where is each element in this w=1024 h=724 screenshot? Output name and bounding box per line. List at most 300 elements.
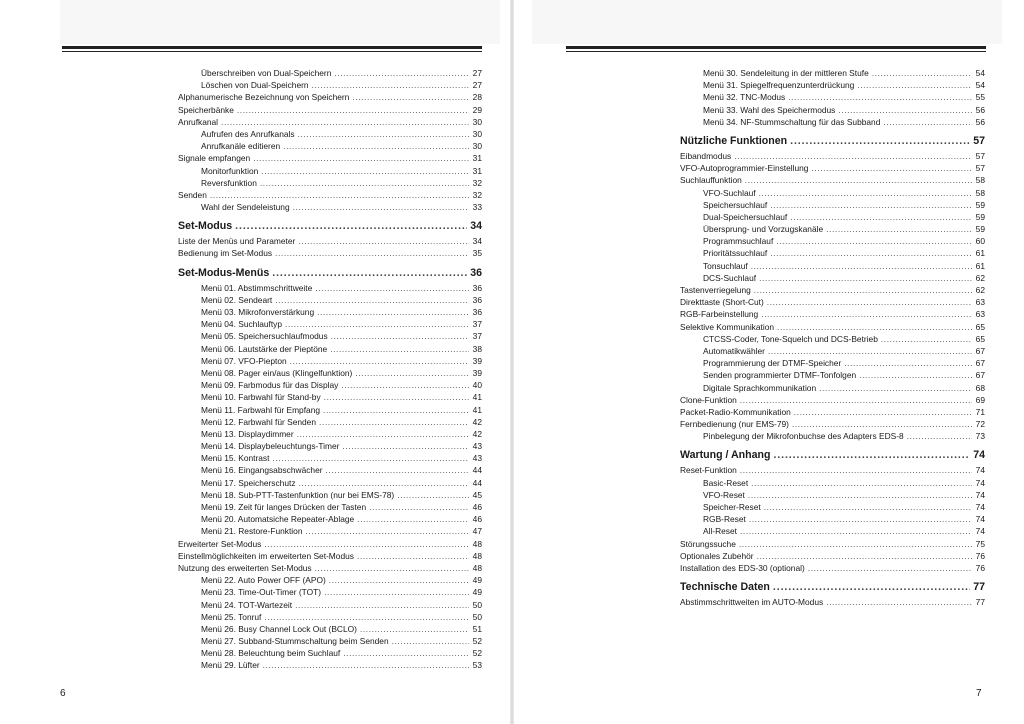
toc-entry (680, 321, 985, 333)
toc-entry (680, 357, 985, 369)
toc-entry-label: Aufrufen des Anrufkanals (201, 128, 295, 139)
toc-entry-page: 50 (472, 611, 482, 622)
toc-entry-page: 36 (472, 282, 482, 293)
toc-entry-page: 72 (975, 419, 985, 430)
dot-leader (819, 382, 972, 394)
toc-entry-page: 42 (472, 416, 482, 427)
dot-leader (357, 513, 469, 525)
toc-entry (680, 550, 985, 562)
dot-leader (838, 104, 972, 116)
toc-entry (178, 452, 482, 464)
dot-leader (334, 67, 469, 79)
dot-leader (773, 579, 970, 596)
dot-leader (261, 165, 469, 177)
toc-entry-label: Menü 10. Farbwahl für Stand-by (201, 392, 321, 403)
toc-entry (178, 306, 482, 318)
toc-entry-label: Menü 31. Spiegelfrequenzunterdrückung (703, 80, 855, 91)
toc-entry (178, 330, 482, 342)
toc-entry (680, 174, 985, 186)
dot-leader (872, 67, 972, 79)
toc-entry-page: 32 (472, 189, 482, 200)
toc-entry (680, 596, 985, 608)
toc-section-heading (178, 218, 482, 235)
toc-entry-page: 52 (472, 648, 482, 659)
toc-entry-page: 59 (975, 224, 985, 235)
dot-leader (272, 265, 467, 282)
dot-leader (808, 562, 972, 574)
toc-entry-page: 30 (472, 141, 482, 152)
toc-entry (178, 379, 482, 391)
dot-leader (305, 525, 469, 537)
toc-entry-label: Selektive Kommunikation (680, 321, 775, 332)
toc-entry (178, 586, 482, 598)
toc-entry-label: Tonsuchlauf (703, 260, 748, 271)
toc-entry (680, 187, 985, 199)
toc-entry-label: Menü 17. Speicherschutz (201, 477, 296, 488)
dot-leader (330, 343, 469, 355)
toc-entry-page: 76 (975, 550, 985, 561)
toc-entry-page: 32 (472, 177, 482, 188)
toc-entry-page: 30 (472, 128, 482, 139)
toc-entry-label: RGB-Farbeinstellung (680, 309, 759, 320)
toc-entry-label: Erweiterter Set-Modus (178, 538, 262, 549)
toc-entry-page: 48 (472, 550, 482, 561)
toc-entry-label: Speichersuchlauf (703, 199, 768, 210)
toc-entry-label: Menü 27. Subband-Stummschaltung beim Senden (201, 636, 389, 647)
toc-entry-label: Tastenverriegelung (680, 285, 751, 295)
toc-entry-label: Set-Modus-Menüs (178, 266, 270, 279)
toc-entry-page: 44 (472, 465, 482, 476)
toc-entry-label: Digitale Sprachkommunikation (703, 382, 817, 393)
toc-entry (680, 150, 985, 162)
toc-entry-label: Einstellmöglichkeiten im erweiterten Set-Modus (178, 550, 354, 561)
toc-entry-page: 50 (472, 599, 482, 610)
toc-entry-label: RGB-Reset (703, 514, 746, 525)
toc-entry-page: 58 (975, 175, 985, 186)
toc-entry-label: Reversfunktion (201, 177, 257, 188)
toc-entry-label: Überschreiben von Dual-Speichern (201, 68, 332, 78)
toc-entry-page: 74 (975, 514, 985, 525)
dot-leader (749, 513, 972, 525)
dot-leader (323, 404, 469, 416)
toc-entry (680, 430, 985, 442)
toc-entry-label: Nutzung des erweiterten Set-Modus (178, 562, 312, 573)
dot-leader (341, 379, 469, 391)
toc-entry (178, 152, 482, 164)
dot-leader (392, 635, 469, 647)
toc-entry-label: Liste der Menüs und Parameter (178, 236, 296, 247)
toc-entry (680, 477, 985, 489)
toc-entry-label: Senden programmierter DTMF-Tonfolgen (703, 370, 857, 381)
toc-entry (680, 345, 985, 357)
toc-entry-label: Menü 16. Eingangsabschwächer (201, 465, 323, 476)
toc-entry-page: 67 (975, 345, 985, 356)
toc-entry-page: 34 (470, 220, 482, 233)
dot-leader (773, 447, 970, 464)
dot-leader (326, 464, 469, 476)
dot-leader (275, 294, 469, 306)
toc-entry-page: 74 (975, 465, 985, 476)
toc-entry-label: VFO-Reset (703, 489, 745, 500)
toc-entry-page: 57 (973, 134, 985, 147)
toc-entry-page: 77 (973, 581, 985, 594)
toc-entry (178, 562, 482, 574)
toc-entry-page: 35 (472, 248, 482, 259)
toc-entry (178, 477, 482, 489)
toc-entry (680, 489, 985, 501)
toc-entry-page: 49 (472, 587, 482, 598)
toc-entry-page: 69 (975, 394, 985, 405)
toc-entry-label: Menü 04. Suchlauftyp (201, 319, 283, 330)
toc-entry-page: 63 (975, 309, 985, 320)
dot-leader (826, 223, 972, 235)
toc-entry (178, 416, 482, 428)
dot-leader (285, 318, 469, 330)
toc-entry-label: Abstimmschrittweiten im AUTO-Modus (680, 597, 824, 608)
dot-leader (740, 525, 972, 537)
dot-leader (764, 501, 972, 513)
toc-entry-page: 63 (975, 297, 985, 308)
dot-leader (264, 538, 469, 550)
dot-leader (299, 477, 469, 489)
page-number: 6 (60, 688, 66, 699)
table-of-contents (178, 67, 482, 672)
dot-leader (881, 333, 972, 345)
toc-entry-label: Suchlauffunktion (680, 175, 742, 186)
toc-entry-page: 27 (472, 80, 482, 91)
toc-entry-page: 47 (472, 526, 482, 537)
toc-entry-page: 68 (975, 382, 985, 393)
toc-entry-page: 58 (975, 187, 985, 198)
toc-entry-page: 33 (472, 202, 482, 213)
toc-entry-page: 65 (975, 321, 985, 332)
toc-entry-page: 54 (975, 80, 985, 91)
dot-leader (790, 211, 972, 223)
toc-entry (178, 659, 482, 671)
toc-entry (680, 464, 985, 476)
toc-entry (680, 369, 985, 381)
toc-entry-label: Eibandmodus (680, 150, 732, 161)
toc-entry (680, 513, 985, 525)
toc-entry-label: Packet-Radio-Kommunikation (680, 406, 791, 417)
dot-leader (907, 430, 972, 442)
dot-leader (343, 647, 469, 659)
toc-entry (178, 428, 482, 440)
toc-entry-label: Wahl der Sendeleistung (201, 202, 290, 213)
toc-entry (178, 91, 482, 103)
toc-entry (178, 165, 482, 177)
toc-entry-page: 57 (975, 163, 985, 174)
dot-leader (761, 308, 972, 320)
toc-entry-label: Menü 05. Speichersuchlaufmodus (201, 331, 328, 342)
toc-entry-label: Anrufkanal (178, 116, 219, 127)
toc-entry-page: 34 (472, 236, 482, 247)
dot-leader (751, 260, 972, 272)
toc-entry-label: Installation des EDS-30 (optional) (680, 562, 805, 573)
toc-entry-page: 36 (472, 294, 482, 305)
dot-leader (739, 538, 972, 550)
dot-leader (355, 367, 469, 379)
toc-entry-label: Programmsuchlauf (703, 236, 774, 247)
dot-leader (826, 596, 972, 608)
dot-leader (357, 550, 469, 562)
toc-entry (178, 489, 482, 501)
dot-leader (369, 501, 469, 513)
toc-entry (178, 116, 482, 128)
dot-leader (768, 345, 972, 357)
toc-entry-label: Menü 07. VFO-Piepton (201, 355, 287, 366)
toc-entry-page: 61 (975, 248, 985, 259)
toc-entry (178, 355, 482, 367)
toc-entry-page: 52 (472, 636, 482, 647)
toc-entry (178, 574, 482, 586)
toc-entry-label: Menü 19. Zeit für langes Drücken der Tasten (201, 502, 367, 512)
dot-leader (235, 218, 467, 235)
toc-entry (680, 333, 985, 345)
toc-entry-page: 53 (472, 660, 482, 671)
dot-leader (298, 235, 469, 247)
toc-entry (680, 67, 985, 79)
dot-leader (329, 574, 469, 586)
toc-entry-page: 62 (975, 272, 985, 283)
toc-entry-label: Menü 28. Beleuchtung beim Suchlauf (201, 648, 341, 659)
dot-leader (759, 272, 972, 284)
toc-entry (178, 440, 482, 452)
toc-entry-page: 27 (472, 68, 482, 78)
toc-entry-page: 54 (975, 68, 985, 78)
dot-leader (342, 440, 469, 452)
toc-entry-page: 41 (472, 392, 482, 403)
toc-entry-label: Menü 20. Automatsiche Repeater-Ablage (201, 514, 355, 525)
dot-leader (745, 174, 972, 186)
dot-leader (360, 623, 469, 635)
toc-entry-label: Menü 13. Displaydimmer (201, 428, 294, 439)
toc-entry (680, 284, 985, 296)
toc-entry-label: Wartung / Anhang (680, 449, 771, 462)
toc-entry-label: Nützliche Funktionen (680, 134, 788, 147)
toc-entry (178, 538, 482, 550)
toc-entry (178, 599, 482, 611)
toc-entry (178, 391, 482, 403)
toc-entry (178, 623, 482, 635)
toc-entry-page: 76 (975, 562, 985, 573)
toc-entry (680, 538, 985, 550)
dot-leader (352, 91, 469, 103)
toc-entry-label: Optionales Zubehör (680, 550, 754, 561)
dot-leader (312, 79, 469, 91)
toc-entry (680, 260, 985, 272)
toc-entry-page: 51 (472, 623, 482, 634)
toc-entry-label: Basic-Reset (703, 477, 749, 488)
toc-entry-label: Menü 12. Farbwahl für Senden (201, 416, 316, 427)
dot-leader (260, 177, 469, 189)
toc-entry-page: 29 (472, 104, 482, 115)
toc-entry-label: VFO-Autoprogrammier-Einstellung (680, 163, 809, 174)
toc-entry (178, 140, 482, 152)
toc-entry-label: Reset-Funktion (680, 465, 737, 476)
toc-entry-label: Pinbelegung der Mikrofonbuchse des Adapters EDS-8 (703, 431, 904, 442)
toc-entry-page: 74 (975, 502, 985, 512)
toc-entry (178, 611, 482, 623)
dot-leader (253, 152, 469, 164)
toc-entry-label: Menü 06. Lautstärke der Pieptöne (201, 343, 328, 354)
toc-entry (178, 189, 482, 201)
dot-leader (734, 150, 972, 162)
toc-entry-label: Monitorfunktion (201, 165, 259, 176)
dot-leader (767, 296, 972, 308)
toc-entry-label: Direkttaste (Short-Cut) (680, 297, 764, 308)
toc-entry (178, 464, 482, 476)
toc-entry-page: 60 (975, 236, 985, 247)
toc-entry-label: Menü 01. Abstimmschrittweite (201, 282, 313, 293)
toc-entry-label: Technische Daten (680, 581, 770, 594)
dot-leader (754, 284, 972, 296)
toc-entry-page: 62 (975, 285, 985, 295)
toc-entry-page: 31 (472, 153, 482, 164)
toc-entry-page: 74 (975, 526, 985, 537)
toc-entry (178, 318, 482, 330)
toc-entry (178, 235, 482, 247)
toc-entry-page: 43 (472, 441, 482, 452)
toc-entry (680, 79, 985, 91)
toc-entry-page: 73 (975, 431, 985, 442)
toc-entry-page: 67 (975, 358, 985, 369)
dot-leader (298, 128, 469, 140)
header-rule (566, 46, 986, 52)
toc-entry-page: 46 (472, 502, 482, 512)
dot-leader (757, 550, 972, 562)
dot-leader (740, 464, 972, 476)
toc-entry (178, 404, 482, 416)
dot-leader (283, 140, 469, 152)
toc-entry-label: Menü 11. Farbwahl für Empfang (201, 404, 321, 415)
dot-leader (295, 599, 469, 611)
toc-entry-page: 61 (975, 260, 985, 271)
toc-entry-label: Bedienung im Set-Modus (178, 248, 273, 259)
dot-leader (221, 116, 469, 128)
dot-leader (792, 418, 972, 430)
toc-entry (680, 104, 985, 116)
toc-entry-page: 37 (472, 319, 482, 330)
dot-leader (275, 247, 469, 259)
toc-entry-label: Menü 18. Sub-PTT-Tastenfunktion (nur bei EMS-78) (201, 489, 395, 500)
toc-entry (178, 513, 482, 525)
dot-leader (788, 91, 972, 103)
toc-entry-page: 77 (975, 597, 985, 608)
dot-leader (264, 611, 469, 623)
toc-section-heading (680, 579, 985, 596)
toc-entry-page: 55 (975, 92, 985, 103)
toc-entry-page: 41 (472, 404, 482, 415)
toc-entry-label: Menü 30. Sendeleitung in der mittleren Stufe (703, 68, 869, 78)
toc-entry (178, 247, 482, 259)
toc-entry-page: 40 (472, 380, 482, 391)
toc-entry (680, 235, 985, 247)
toc-entry (178, 79, 482, 91)
toc-entry-page: 59 (975, 199, 985, 210)
dot-leader (210, 189, 469, 201)
toc-entry (680, 308, 985, 320)
toc-entry-page: 39 (472, 355, 482, 366)
toc-entry (178, 635, 482, 647)
toc-entry (178, 104, 482, 116)
table-of-contents (680, 67, 985, 608)
dot-leader (315, 562, 469, 574)
toc-entry-label: Senden (178, 189, 207, 200)
dot-leader (770, 199, 972, 211)
toc-entry (680, 162, 985, 174)
toc-entry (680, 562, 985, 574)
toc-entry-label: Menü 02. Sendeart (201, 294, 273, 305)
toc-entry-label: Speicherbänke (178, 104, 234, 115)
toc-entry (680, 501, 985, 513)
toc-entry (178, 501, 482, 513)
toc-entry-page: 36 (470, 266, 482, 279)
dot-leader (237, 104, 469, 116)
toc-entry-page: 28 (472, 92, 482, 103)
toc-entry (178, 647, 482, 659)
toc-entry (178, 128, 482, 140)
toc-entry-page: 57 (975, 150, 985, 161)
toc-entry-label: Menü 22. Auto Power OFF (APO) (201, 575, 326, 586)
dot-leader (297, 428, 469, 440)
dot-leader (315, 282, 469, 294)
toc-entry-label: Automatikwähler (703, 345, 765, 356)
right-page (512, 0, 1024, 724)
dot-leader (324, 586, 469, 598)
toc-entry-label: Alphanumerische Bezeichnung von Speichern (178, 92, 350, 103)
toc-entry-label: VFO-Suchlauf (703, 187, 756, 198)
toc-entry-label: Programmierung der DTMF-Speicher (703, 358, 842, 369)
dot-leader (293, 201, 469, 213)
toc-entry (680, 116, 985, 128)
toc-entry (680, 199, 985, 211)
toc-entry (680, 91, 985, 103)
toc-entry-label: Menü 03. Mikrofonverstärkung (201, 307, 315, 317)
toc-entry (178, 550, 482, 562)
toc-entry (178, 294, 482, 306)
toc-entry (178, 525, 482, 537)
toc-entry-page: 49 (472, 575, 482, 586)
toc-entry-label: Löschen von Dual-Speichern (201, 80, 309, 91)
dot-leader (397, 489, 469, 501)
dot-leader (272, 452, 469, 464)
toc-entry (178, 343, 482, 355)
toc-entry-label: Prioritätssuchlauf (703, 248, 768, 259)
dot-leader (740, 394, 972, 406)
dot-leader (331, 330, 469, 342)
toc-entry-label: Menü 09. Farbmodus für das Display (201, 380, 339, 391)
dot-leader (811, 162, 972, 174)
toc-entry-page: 30 (472, 116, 482, 127)
toc-entry-label: Menü 24. TOT-Wartezeit (201, 599, 293, 610)
page-number: 7 (976, 688, 982, 699)
dot-leader (770, 247, 972, 259)
toc-entry-label: Anrufkanäle editieren (201, 141, 281, 152)
toc-entry-page: 74 (973, 449, 985, 462)
toc-entry-page: 48 (472, 538, 482, 549)
toc-entry-page: 56 (975, 104, 985, 115)
toc-section-heading (680, 133, 985, 150)
toc-entry-label: Set-Modus (178, 220, 233, 233)
toc-entry-page: 37 (472, 331, 482, 342)
toc-entry (178, 177, 482, 189)
dot-leader (790, 133, 970, 150)
toc-entry (680, 272, 985, 284)
header-band (532, 0, 1002, 44)
toc-entry (178, 367, 482, 379)
dot-leader (883, 116, 972, 128)
